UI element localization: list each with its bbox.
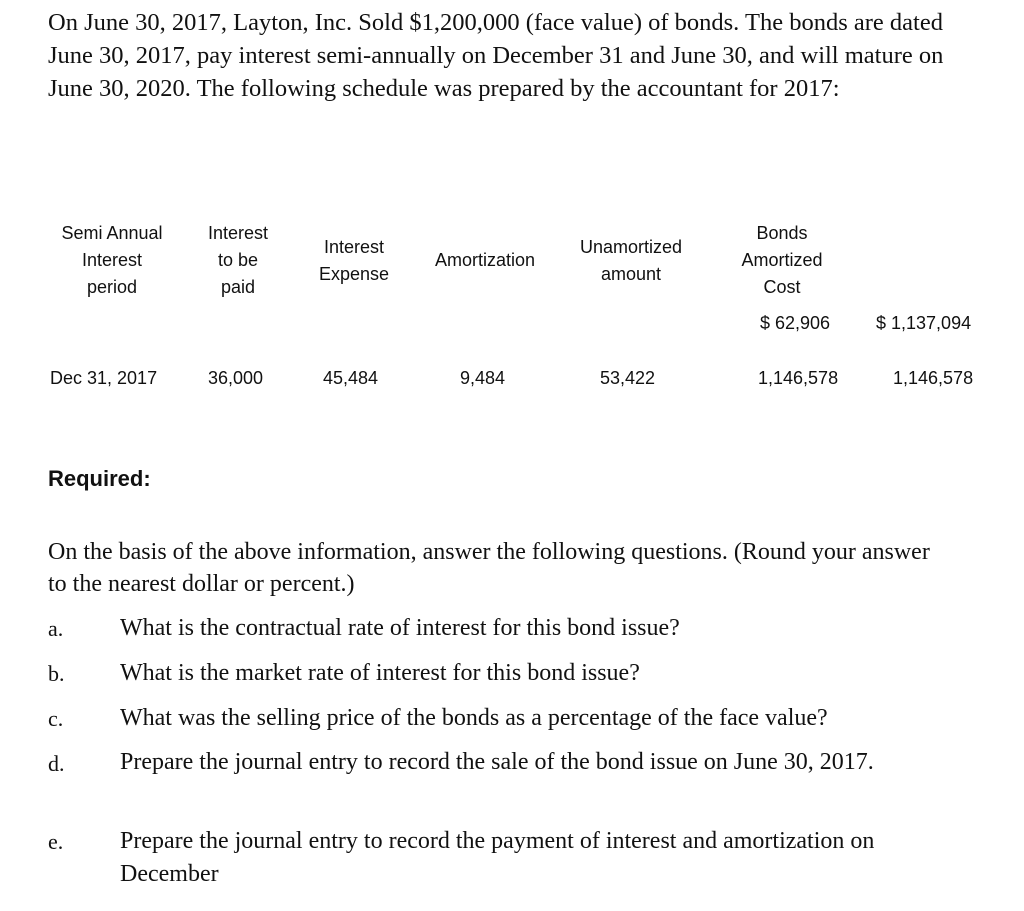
question-a-letter: a. xyxy=(48,616,64,641)
row-amortized-cost: 1,146,578 xyxy=(758,368,839,388)
header-line: to be xyxy=(217,250,259,270)
required-heading: Required: xyxy=(48,466,151,491)
header-line: paid xyxy=(220,277,256,297)
header-unamortized-amount xyxy=(566,234,696,288)
header-line: Amortized xyxy=(741,250,823,270)
question-c-text: What was the selling price of the bonds as a percentage of the face value? xyxy=(120,705,828,731)
header-line: Interest xyxy=(207,223,269,243)
row-period: Dec 31, 2017 xyxy=(50,368,158,388)
question-a-text: What is the contractual rate of interest for this bond issue? xyxy=(120,615,680,641)
header-line: Amortization xyxy=(434,250,536,270)
question-c-letter: c. xyxy=(48,706,64,731)
opening-cost-value: $ 1,137,094 xyxy=(876,313,972,333)
header-line: Interest xyxy=(81,250,143,270)
header-bonds-amortized-cost xyxy=(726,220,838,301)
row-unamortized: 53,422 xyxy=(600,368,656,388)
question-b-text: What is the market rate of interest for this bond issue? xyxy=(120,660,640,686)
header-interest-to-be-paid xyxy=(196,220,280,301)
header-amortization xyxy=(420,247,550,274)
row-interest-expense: 45,484 xyxy=(323,368,379,388)
problem-intro: On June 30, 2017, Layton, Inc. Sold $1,200,000 (face value) of bonds. The bonds are dated June 30, 2017, pay interest semi-annually on December 31 and June 30, and will mature on June 30, 2020. The following schedule was prepared by the accountant for 2017: xyxy=(48,9,944,102)
row-amortization: 9,484 xyxy=(460,368,506,388)
opening-unamortized-value: $ 62,906 xyxy=(760,313,831,333)
row-cost: 1,146,578 xyxy=(893,368,974,388)
question-d-text: Prepare the journal entry to record the sale of the bond issue on June 30, 2017. xyxy=(120,749,874,775)
question-b-letter: b. xyxy=(48,661,65,686)
header-line: Semi Annual xyxy=(61,223,163,243)
header-line: period xyxy=(86,277,138,297)
header-line: Expense xyxy=(318,264,390,284)
row-interest-paid: 36,000 xyxy=(208,368,264,388)
header-line: Bonds xyxy=(756,223,808,243)
header-line: Unamortized xyxy=(579,237,683,257)
question-d-letter: d. xyxy=(48,751,65,776)
header-semi-annual-period xyxy=(52,220,172,301)
instructions-paragraph: On the basis of the above information, answer the following questions. (Round your answer to the nearest dollar or percent.) xyxy=(48,539,930,597)
question-e-text: Prepare the journal entry to record the payment of interest and amortization on December xyxy=(120,828,875,887)
header-line: amount xyxy=(600,264,662,284)
question-e-letter: e. xyxy=(48,829,64,854)
header-line: Interest xyxy=(323,237,385,257)
header-interest-expense xyxy=(304,234,404,288)
header-line: Cost xyxy=(763,277,801,297)
